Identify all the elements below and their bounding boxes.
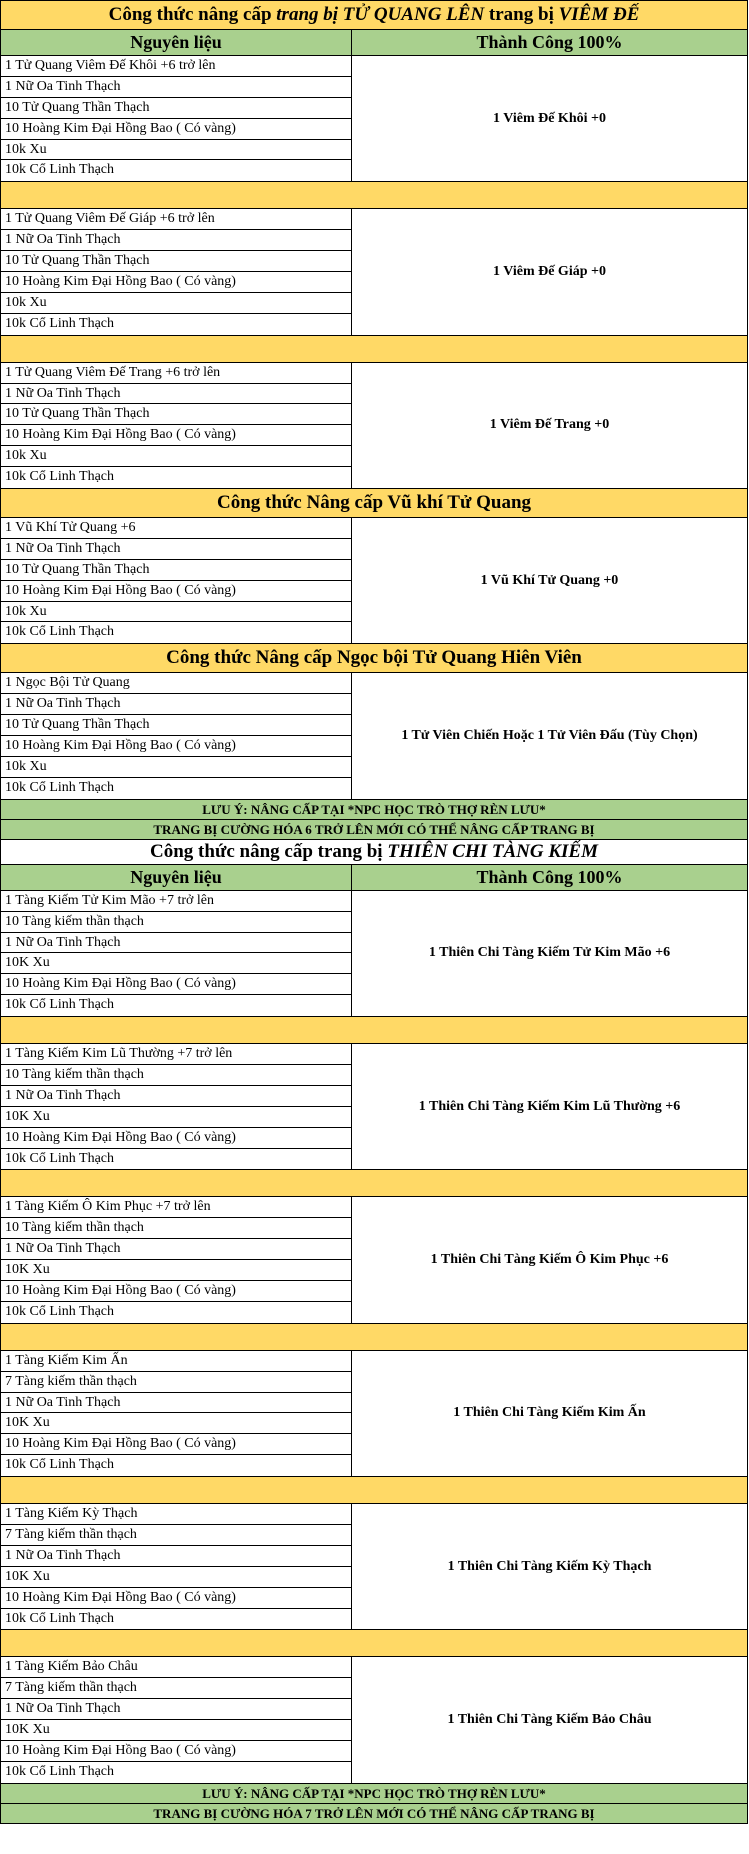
material-row: 10k Xu (1, 293, 351, 314)
material-row: 1 Nữ Oa Tinh Thạch (1, 1239, 351, 1260)
material-row: 10k Cổ Linh Thạch (5, 1763, 115, 1779)
material-row: 7 Tàng kiếm thần thạch (1, 1372, 351, 1393)
material-row: 10k Cổ Linh Thạch (5, 624, 115, 640)
header-success-rate: Thành Công 100% (476, 32, 623, 52)
note-requirement: TRANG BỊ CƯỜNG HÓA 7 TRỞ LÊN MỚI CÓ THỂ NÂNG CẤP TRANG BỊ (1, 1804, 747, 1824)
material-row: 1 Nữ Oa Tinh Thạch (1, 384, 351, 405)
material-row: 10k Xu (1, 757, 351, 778)
material-row: 1 Tàng Kiếm Kim Ấn (1, 1351, 351, 1372)
material-row: 1 Nữ Oa Tinh Thạch (1, 694, 351, 715)
recipe-block (1, 1351, 747, 1477)
section-title-tu-quang-to-viem-de (1, 1, 747, 30)
section-title-thien-chi-tang-kiem (1, 840, 747, 865)
title-part-italic: THIÊN CHI TÀNG KIẾM (387, 840, 598, 862)
material-row: 10k Cổ Linh Thạch (5, 469, 115, 485)
material-row: 1 Tàng Kiếm Ô Kim Phục +7 trở lên (1, 1197, 351, 1218)
material-row: 1 Nữ Oa Tinh Thạch (1, 1699, 351, 1720)
material-row: 7 Tàng kiếm thần thạch (1, 1678, 351, 1699)
recipe-result: 1 Thiên Chi Tàng Kiếm Ô Kim Phục +6 (430, 1252, 669, 1268)
material-row: 1 Nữ Oa Tinh Thạch (1, 77, 351, 98)
material-row: 10K Xu (1, 1720, 351, 1741)
material-row: 1 Tàng Kiếm Bảo Châu (1, 1657, 351, 1678)
column-header-row (1, 30, 747, 56)
material-row: 10k Cổ Linh Thạch (5, 1303, 115, 1319)
column-header-row (1, 865, 747, 891)
material-row: 10 Tử Quang Thần Thạch (1, 404, 351, 425)
material-row: 1 Tử Quang Viêm Đế Khôi +6 trở lên (1, 56, 351, 77)
material-row: 10K Xu (1, 953, 351, 974)
material-row: 10 Hoàng Kim Đại Hồng Bao ( Có vàng) (1, 974, 351, 995)
material-row: 7 Tàng kiếm thần thạch (1, 1525, 351, 1546)
material-row: 10k Cổ Linh Thạch (5, 1150, 115, 1166)
separator-row (1, 1630, 747, 1657)
title-part: Công thức nâng cấp (108, 4, 277, 25)
recipe-block (1, 1197, 747, 1323)
material-row: 1 Nữ Oa Tinh Thạch (1, 1086, 351, 1107)
material-row: 10 Hoàng Kim Đại Hồng Bao ( Có vàng) (1, 1281, 351, 1302)
material-row: 1 Tàng Kiếm Tử Kim Mão +7 trở lên (1, 891, 351, 912)
recipe-result: 1 Viêm Đế Giáp +0 (493, 264, 606, 280)
recipe-block (1, 56, 747, 182)
separator-row (1, 1017, 747, 1044)
materials-list (1, 891, 352, 1016)
material-row: 10K Xu (1, 1413, 351, 1434)
material-row: 10k Cổ Linh Thạch (5, 997, 115, 1013)
recipe-result: 1 Thiên Chi Tàng Kiếm Kim Ấn (453, 1405, 646, 1421)
material-row: 10 Hoàng Kim Đại Hồng Bao ( Có vàng) (1, 425, 351, 446)
material-row: 10k Xu (1, 602, 351, 623)
material-row: 10K Xu (1, 1107, 351, 1128)
recipe-result: 1 Vũ Khí Tử Quang +0 (480, 572, 619, 588)
header-success-rate: Thành Công 100% (476, 866, 623, 887)
material-row: 10 Tàng kiếm thần thạch (1, 1065, 351, 1086)
material-row: 10K Xu (1, 1260, 351, 1281)
recipe-result: 1 Viêm Đế Trang +0 (489, 417, 610, 433)
material-row: 10 Tử Quang Thần Thạch (1, 98, 351, 119)
recipe-result: 1 Thiên Chi Tàng Kiếm Tử Kim Mão +6 (428, 945, 671, 961)
material-row: 1 Ngọc Bội Tử Quang (1, 673, 351, 694)
material-row: 10 Tử Quang Thần Thạch (1, 560, 351, 581)
separator-row (1, 1170, 747, 1197)
material-row: 10 Hoàng Kim Đại Hồng Bao ( Có vàng) (1, 581, 351, 602)
recipe-block (1, 673, 747, 799)
materials-list (1, 673, 352, 798)
section-title-vu-khi: Công thức Nâng cấp Vũ khí Tử Quang (1, 489, 747, 518)
material-row: 10k Cổ Linh Thạch (5, 162, 115, 178)
recipe-result: 1 Thiên Chi Tàng Kiếm Kỳ Thạch (447, 1558, 652, 1574)
title-part-italic: trang bị TỬ QUANG LÊN (276, 4, 485, 25)
separator-row (1, 336, 747, 363)
material-row: 1 Nữ Oa Tinh Thạch (1, 539, 351, 560)
recipe-block (1, 1504, 747, 1630)
note-requirement: TRANG BỊ CƯỜNG HÓA 6 TRỞ LÊN MỚI CÓ THỂ NÂNG CẤP TRANG BỊ (1, 820, 747, 840)
material-row: 10k Xu (1, 140, 351, 161)
material-row: 10k Cổ Linh Thạch (5, 1610, 115, 1626)
materials-list (1, 56, 352, 181)
recipe-block (1, 518, 747, 644)
material-row: 10 Hoàng Kim Đại Hồng Bao ( Có vàng) (1, 1588, 351, 1609)
material-row: 10 Hoàng Kim Đại Hồng Bao ( Có vàng) (1, 119, 351, 140)
material-row: 10k Cổ Linh Thạch (5, 779, 115, 795)
materials-list (1, 518, 352, 643)
separator-row (1, 182, 747, 209)
materials-list (1, 363, 352, 488)
header-materials: Nguyên liệu (1, 30, 352, 55)
material-row: 1 Tử Quang Viêm Đế Trang +6 trở lên (1, 363, 351, 384)
material-row: 1 Tàng Kiếm Kim Lũ Thường +7 trở lên (1, 1044, 351, 1065)
title-part-italic: VIÊM ĐẾ (558, 4, 640, 25)
material-row: 10K Xu (1, 1567, 351, 1588)
title-part: trang bị (484, 4, 559, 25)
material-row: 10 Hoàng Kim Đại Hồng Bao ( Có vàng) (1, 1128, 351, 1149)
materials-list (1, 1197, 352, 1322)
material-row: 10 Hoàng Kim Đại Hồng Bao ( Có vàng) (1, 1741, 351, 1762)
recipe-result: 1 Thiên Chi Tàng Kiếm Kim Lũ Thường +6 (418, 1098, 681, 1114)
material-row: 1 Nữ Oa Tinh Thạch (1, 1393, 351, 1414)
material-row: 10 Tử Quang Thần Thạch (1, 715, 351, 736)
material-row: 1 Nữ Oa Tinh Thạch (1, 1546, 351, 1567)
material-row: 1 Vũ Khí Tử Quang +6 (1, 518, 351, 539)
material-row: 10 Hoàng Kim Đại Hồng Bao ( Có vàng) (1, 736, 351, 757)
recipe-result: 1 Thiên Chi Tàng Kiếm Bảo Châu (447, 1712, 652, 1728)
material-row: 10 Hoàng Kim Đại Hồng Bao ( Có vàng) (1, 272, 351, 293)
title-part: Công thức nâng cấp trang bị (150, 840, 388, 862)
material-row: 10k Cổ Linh Thạch (5, 1457, 115, 1473)
material-row: 10 Tử Quang Thần Thạch (1, 251, 351, 272)
material-row: 10k Cổ Linh Thạch (5, 315, 115, 331)
recipe-block (1, 209, 747, 335)
section-title-ngoc-boi: Công thức Nâng cấp Ngọc bội Tử Quang Hiên Viên (1, 644, 747, 673)
recipe-block (1, 891, 747, 1017)
material-row: 10k Xu (1, 446, 351, 467)
material-row: 1 Tử Quang Viêm Đế Giáp +6 trở lên (1, 209, 351, 230)
recipe-result: 1 Viêm Đế Khôi +0 (493, 110, 606, 126)
material-row: 1 Nữ Oa Tinh Thạch (1, 933, 351, 954)
recipe-block (1, 363, 747, 489)
materials-list (1, 209, 352, 334)
material-row: 1 Nữ Oa Tinh Thạch (1, 230, 351, 251)
recipe-block (1, 1044, 747, 1170)
note-npc: LƯU Ý: NÂNG CẤP TẠI *NPC HỌC TRÒ THỢ RÈN LƯU* (1, 1784, 747, 1804)
material-row: 1 Tàng Kiếm Kỳ Thạch (1, 1504, 351, 1525)
materials-list (1, 1504, 352, 1629)
recipe-block (1, 1657, 747, 1783)
materials-list (1, 1657, 352, 1782)
material-row: 10 Hoàng Kim Đại Hồng Bao ( Có vàng) (1, 1434, 351, 1455)
materials-list (1, 1351, 352, 1476)
header-materials: Nguyên liệu (1, 865, 352, 890)
separator-row (1, 1324, 747, 1351)
materials-list (1, 1044, 352, 1169)
recipe-group-viem-de (1, 56, 747, 489)
recipe-result: 1 Tử Viên Chiến Hoặc 1 Tử Viên Đấu (Tùy Chọn) (401, 728, 698, 744)
material-row: 10 Tàng kiếm thần thạch (1, 1218, 351, 1239)
separator-row (1, 1477, 747, 1504)
material-row: 10 Tàng kiếm thần thạch (1, 912, 351, 933)
note-npc: LƯU Ý: NÂNG CẤP TẠI *NPC HỌC TRÒ THỢ RÈN LƯU* (1, 800, 747, 820)
recipe-group-tang-kiem (1, 891, 747, 1784)
